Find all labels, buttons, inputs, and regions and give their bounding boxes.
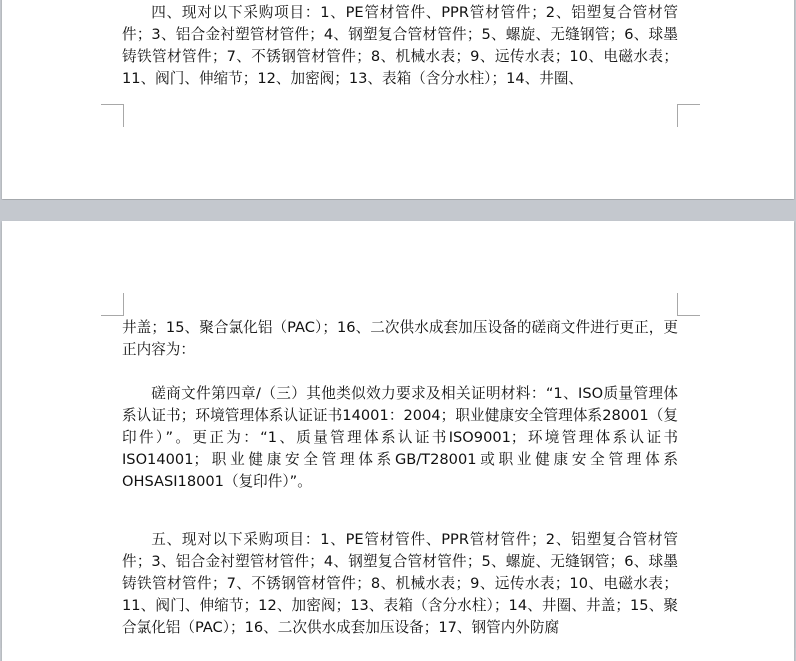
margin-corner-bottom-right bbox=[677, 104, 700, 127]
paragraph-continuation: 井盖；15、聚合氯化铝（PAC）；16、二次供水成套加压设备的磋商文件进行更正，更正内容为： bbox=[122, 319, 678, 358]
paragraph-item-four: 四、现对以下采购项目：1、PE管材管件、PPR管材管件；2、铝塑复合管材管件；3、铝合金衬塑管材管件；4、钢塑复合管材管件；5、螺旋、无缝钢管；6、球墨铸铁管材管件；7、不锈钢管材管件；8、机械水表；9、远传水表；10、电磁水表；11、阀门、伸缩节；12、加密阀；13、表箱（含分水柱）；14、井圈、 bbox=[122, 4, 678, 87]
margin-corner-bottom-left bbox=[101, 104, 124, 127]
page-gap bbox=[0, 200, 796, 220]
margin-corner-top-right bbox=[677, 293, 700, 316]
margin-corner-top-left bbox=[101, 293, 124, 316]
paragraph-item-five: 五、现对以下采购项目：1、PE管材管件、PPR管材管件；2、铝塑复合管材管件；3、铝合金衬塑管材管件；4、钢塑复合管材管件；5、螺旋、无缝钢管；6、球墨铸铁管材管件；7、不锈钢管材管件；8、机械水表；9、远传水表；10、电磁水表；11、阀门、伸缩节；12、加密阀；13、表箱（含分水柱）；14、井圈、井盖；15、聚合氯化铝（PAC）；16、二次供水成套加压设备；17、钢管内外防腐 bbox=[122, 531, 678, 636]
document-page-2 bbox=[2, 221, 794, 661]
document-page-1 bbox=[2, 0, 794, 199]
paragraph-certification-correction: 磋商文件第四章/（三）其他类似效力要求及相关证明材料：“1、ISO质量管理体系认证书；环境管理体系认证证书14001：2004；职业健康安全管理体系28001（复印件）”。更正为：“1、质量管理体系认证书ISO9001；环境管理体系认证书ISO14001；职业健康安全管理体系GB/T28001或职业健康安全管理体系OHSASI18001（复印件）”。 bbox=[122, 385, 678, 490]
